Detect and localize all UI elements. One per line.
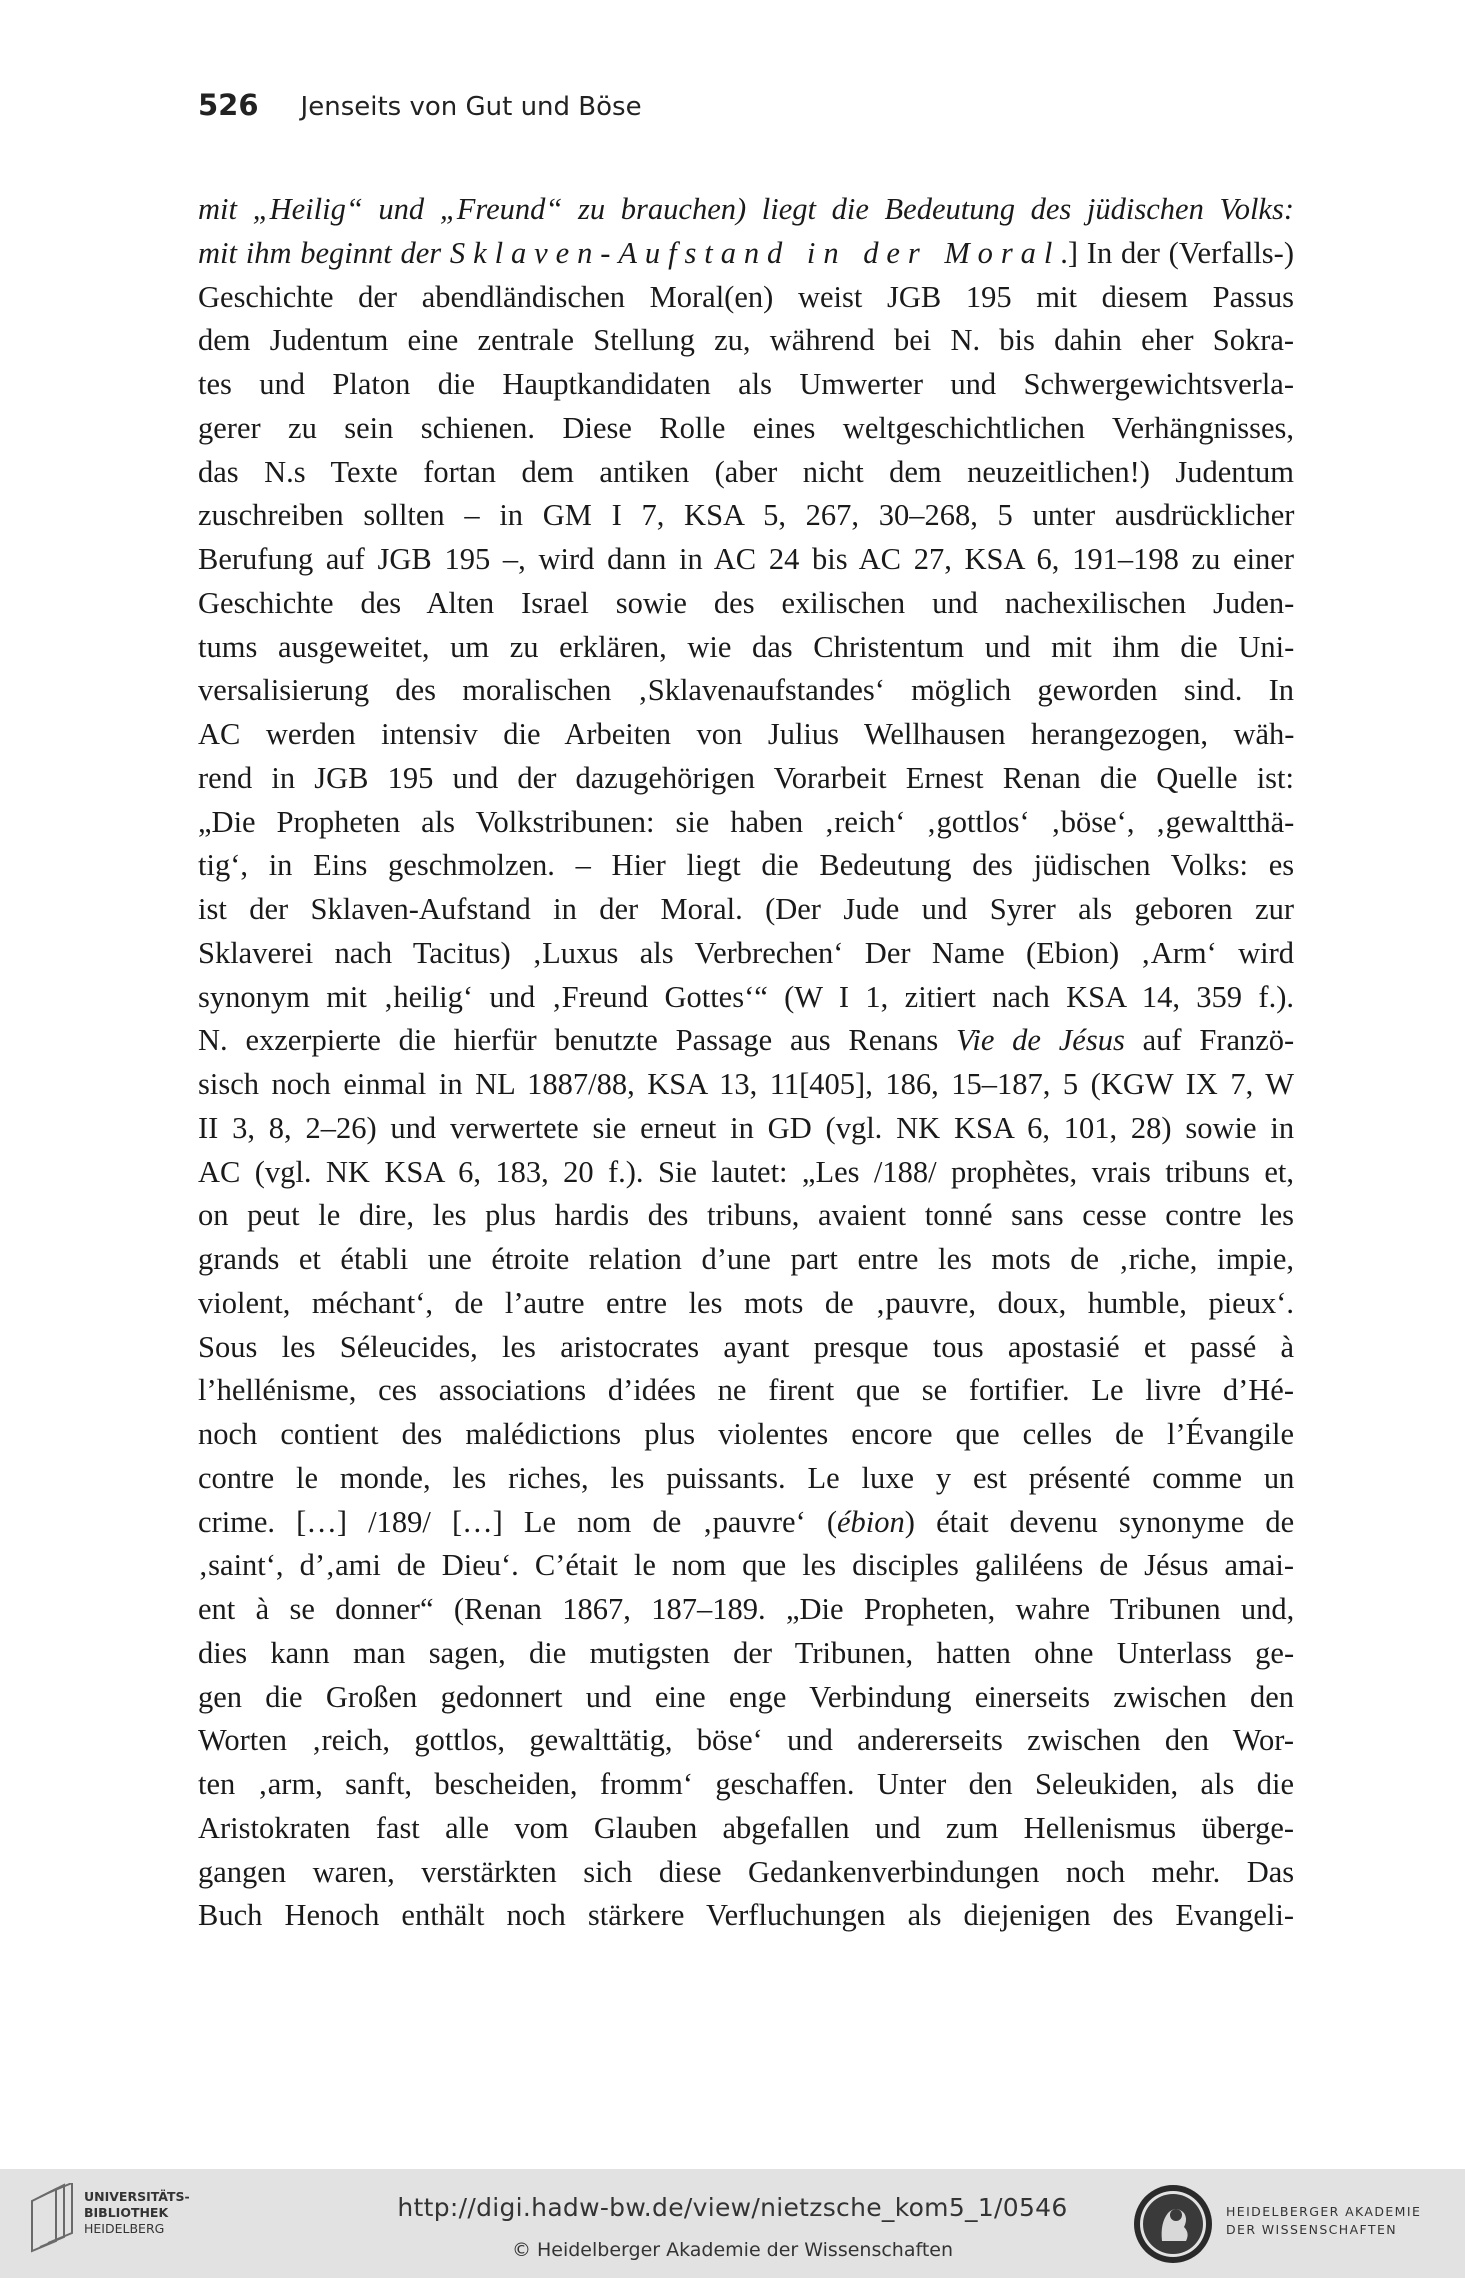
text-line [198, 1063, 1294, 1107]
text-run: II 3, 8, 2–26) und verwertete sie erneut in GD (vgl. NK KSA 6, 101, 28) sowie in [198, 1110, 1295, 1145]
text-line [198, 407, 1294, 451]
text-run: Aristokraten fast alle vom Glauben abgefallen und zum Hellenismus überge- [198, 1810, 1295, 1845]
page-number: 526 [198, 88, 259, 122]
text-line [198, 1894, 1294, 1938]
text-line [198, 363, 1294, 407]
text-run: versalisierung des moralischen ‚Sklavenaufstandes‘ möglich geworden sind. In [198, 673, 1294, 708]
text-run: violent, méchant‘, de l’autre entre les mots de ‚pauvre, doux, humble, pieux‘. [198, 1285, 1294, 1320]
text-run: gen die Großen gedonnert und eine enge Verbindung einerseits zwischen den [198, 1679, 1294, 1714]
text-line [198, 319, 1294, 363]
text-line [198, 1194, 1294, 1238]
text-run: .] In der (Verfalls-) [1060, 235, 1294, 270]
text-run: noch contient des malédictions plus violentes encore que celles de l’Évangile [198, 1417, 1294, 1451]
text-run: AC werden intensiv die Arbeiten von Julius Wellhausen herangezogen, wäh- [198, 717, 1295, 751]
text-line [198, 757, 1294, 801]
text-run: Sklaven-Aufstand in der Moral [449, 235, 1061, 270]
text-run: mit „Heilig“ und „Freund“ zu brauchen) liegt die Bedeutung des jüdischen Volks: [198, 192, 1294, 226]
text-run: „Die Propheten als Volkstribunen: sie haben ‚reich‘ ‚gottlos‘ ‚böse‘, ‚gewaltthä- [198, 804, 1295, 839]
text-line [198, 713, 1294, 757]
text-run: sisch noch einmal in NL 1887/88, KSA 13, 11[405], 186, 15–187, 5 (KGW IX 7, W [198, 1067, 1294, 1101]
text-run: auf Franzö- [1124, 1023, 1295, 1058]
text-run: Sous les Séleucides, les aristocrates ayant presque tous apostasié et passé à [198, 1329, 1295, 1364]
text-line [198, 1107, 1294, 1151]
text-run: dem Judentum eine zentrale Stellung zu, während bei N. bis dahin eher Sokra- [198, 323, 1295, 358]
text-run: ist der Sklaven-Aufstand in der Moral. (Der Jude und Syrer als geboren zur [198, 892, 1294, 926]
academy-line: DER WISSENSCHAFTEN [1226, 2222, 1398, 2237]
text-line [198, 1719, 1294, 1763]
text-run: das N.s Texte fortan dem antiken (aber nicht dem neuzeitlichen!) Judentum [198, 454, 1294, 489]
text-run: mit ihm beginnt der [198, 235, 450, 270]
text-run: ) était devenu synonyme de [904, 1504, 1295, 1539]
library-line: HEIDELBERG [84, 2221, 165, 2236]
text-run: crime. […] /189/ […] Le nom de ‚pauvre‘ ( [198, 1504, 838, 1539]
text-run: Buch Henoch enthält noch stärkere Verfluchungen als diejenigen des Evangeli- [198, 1898, 1294, 1933]
text-line [198, 1019, 1294, 1063]
text-line [198, 801, 1294, 845]
text-run: Worten ‚reich, gottlos, gewalttätig, böse‘ und andererseits zwischen den Wor- [198, 1723, 1294, 1758]
text-line [198, 1763, 1294, 1807]
text-run: dies kann man sagen, die mutigsten der Tribunen, hatten ohne Unterlass ge- [198, 1635, 1295, 1670]
text-run: Berufung auf JGB 195 –, wird dann in AC 24 bis AC 27, KSA 6, 191–198 zu einer [198, 542, 1294, 576]
text-line [198, 932, 1294, 976]
copyright-notice: © Heidelberger Akademie der Wissenschaften [511, 2239, 954, 2261]
text-run: tes und Platon die Hauptkandidaten als Umwerter und Schwergewichtsverla- [198, 367, 1294, 401]
text-line [198, 1676, 1294, 1720]
footer-bar [0, 2169, 1465, 2278]
text-run: synonym mit ‚heilig‘ und ‚Freund Gottes‘“ (W I 1, zitiert nach KSA 14, 359 f.). [198, 979, 1294, 1014]
text-line [198, 844, 1294, 888]
text-line [198, 1501, 1294, 1545]
text-line [198, 1588, 1294, 1632]
text-run: Sklaverei nach Tacitus) ‚Luxus als Verbrechen‘ Der Name (Ebion) ‚Arm‘ wird [198, 935, 1294, 970]
text-run: ébion [837, 1504, 905, 1539]
text-line [198, 494, 1294, 538]
library-line: BIBLIOTHEK [84, 2205, 169, 2220]
text-line [198, 976, 1294, 1020]
text-line [198, 451, 1294, 495]
text-line [198, 1851, 1294, 1895]
academy-seal-icon [1132, 2183, 1214, 2265]
text-line [198, 669, 1294, 713]
text-line [198, 1238, 1294, 1282]
running-title: Jenseits von Gut und Böse [300, 92, 642, 122]
text-line [198, 188, 1294, 232]
text-run: tums ausgeweitet, um zu erklären, wie das Christentum und mit ihm die Uni- [198, 629, 1295, 664]
academy-line: HEIDELBERGER AKADEMIE [1226, 2204, 1422, 2219]
text-line [198, 1151, 1294, 1195]
text-line [198, 582, 1294, 626]
text-line [198, 1544, 1294, 1588]
academy-name [1226, 2203, 1421, 2239]
text-run: Geschichte der abendländischen Moral(en) weist JGB 195 mit diesem Passus [198, 279, 1294, 314]
source-url-link[interactable]: http://digi.hadw-bw.de/view/nietzsche_kom5_1/0546 [397, 2193, 1068, 2222]
text-run: rend in JGB 195 und der dazugehörigen Vorarbeit Ernest Renan die Quelle ist: [198, 760, 1294, 795]
text-run: Vie de Jésus [956, 1023, 1125, 1058]
text-run: on peut le dire, les plus hardis des tribuns, avaient tonné sans cesse contre les [198, 1198, 1294, 1233]
library-line: UNIVERSITÄTS- [84, 2189, 190, 2204]
text-run: tig‘, in Eins geschmolzen. – Hier liegt die Bedeutung des jüdischen Volks: es [198, 848, 1295, 883]
text-run: gangen waren, verstärkten sich diese Gedankenverbindungen noch mehr. Das [198, 1854, 1295, 1889]
text-line [198, 276, 1294, 320]
text-line [198, 1807, 1294, 1851]
text-run: grands et établi une étroite relation d’une part entre les mots de ‚riche, impie, [198, 1242, 1294, 1276]
text-run: gerer zu sein schienen. Diese Rolle eines weltgeschichtlichen Verhängnisses, [198, 410, 1294, 445]
text-line [198, 1282, 1294, 1326]
text-run: ent à se donner“ (Renan 1867, 187–189. „Die Propheten, wahre Tribunen und, [198, 1592, 1295, 1626]
text-line [198, 538, 1294, 582]
text-run: l’hellénisme, ces associations d’idées ne firent que se fortifier. Le livre d’Hé- [198, 1373, 1294, 1408]
text-run: contre le monde, les riches, les puissants. Le luxe y est présenté comme un [198, 1460, 1295, 1495]
text-run: zuschreiben sollten – in GM I 7, KSA 5, 267, 30–268, 5 unter ausdrücklicher [198, 498, 1295, 533]
text-line [198, 888, 1294, 932]
text-line [198, 1632, 1294, 1676]
text-run: N. exzerpierte die hierfür benutzte Passage aus Renans [198, 1023, 956, 1058]
text-line [198, 1326, 1294, 1370]
text-line [198, 232, 1294, 276]
text-line [198, 1369, 1294, 1413]
text-run: AC (vgl. NK KSA 6, 183, 20 f.). Sie lautet: „Les /188/ prophètes, vrais tribuns et, [198, 1154, 1294, 1189]
text-line [198, 1413, 1294, 1457]
running-head [198, 88, 642, 122]
text-line [198, 1457, 1294, 1501]
text-run: ‚saint‘, d’‚ami de Dieu‘. C’était le nom que les disciples galiléens de Jésus amai- [198, 1548, 1294, 1583]
text-line [198, 626, 1294, 670]
text-run: ten ‚arm, sanft, bescheiden, fromm‘ geschaffen. Unter den Seleukiden, als die [198, 1767, 1294, 1801]
body-text [198, 188, 1294, 1938]
text-run: Geschichte des Alten Israel sowie des exilischen und nachexilischen Juden- [198, 585, 1295, 620]
